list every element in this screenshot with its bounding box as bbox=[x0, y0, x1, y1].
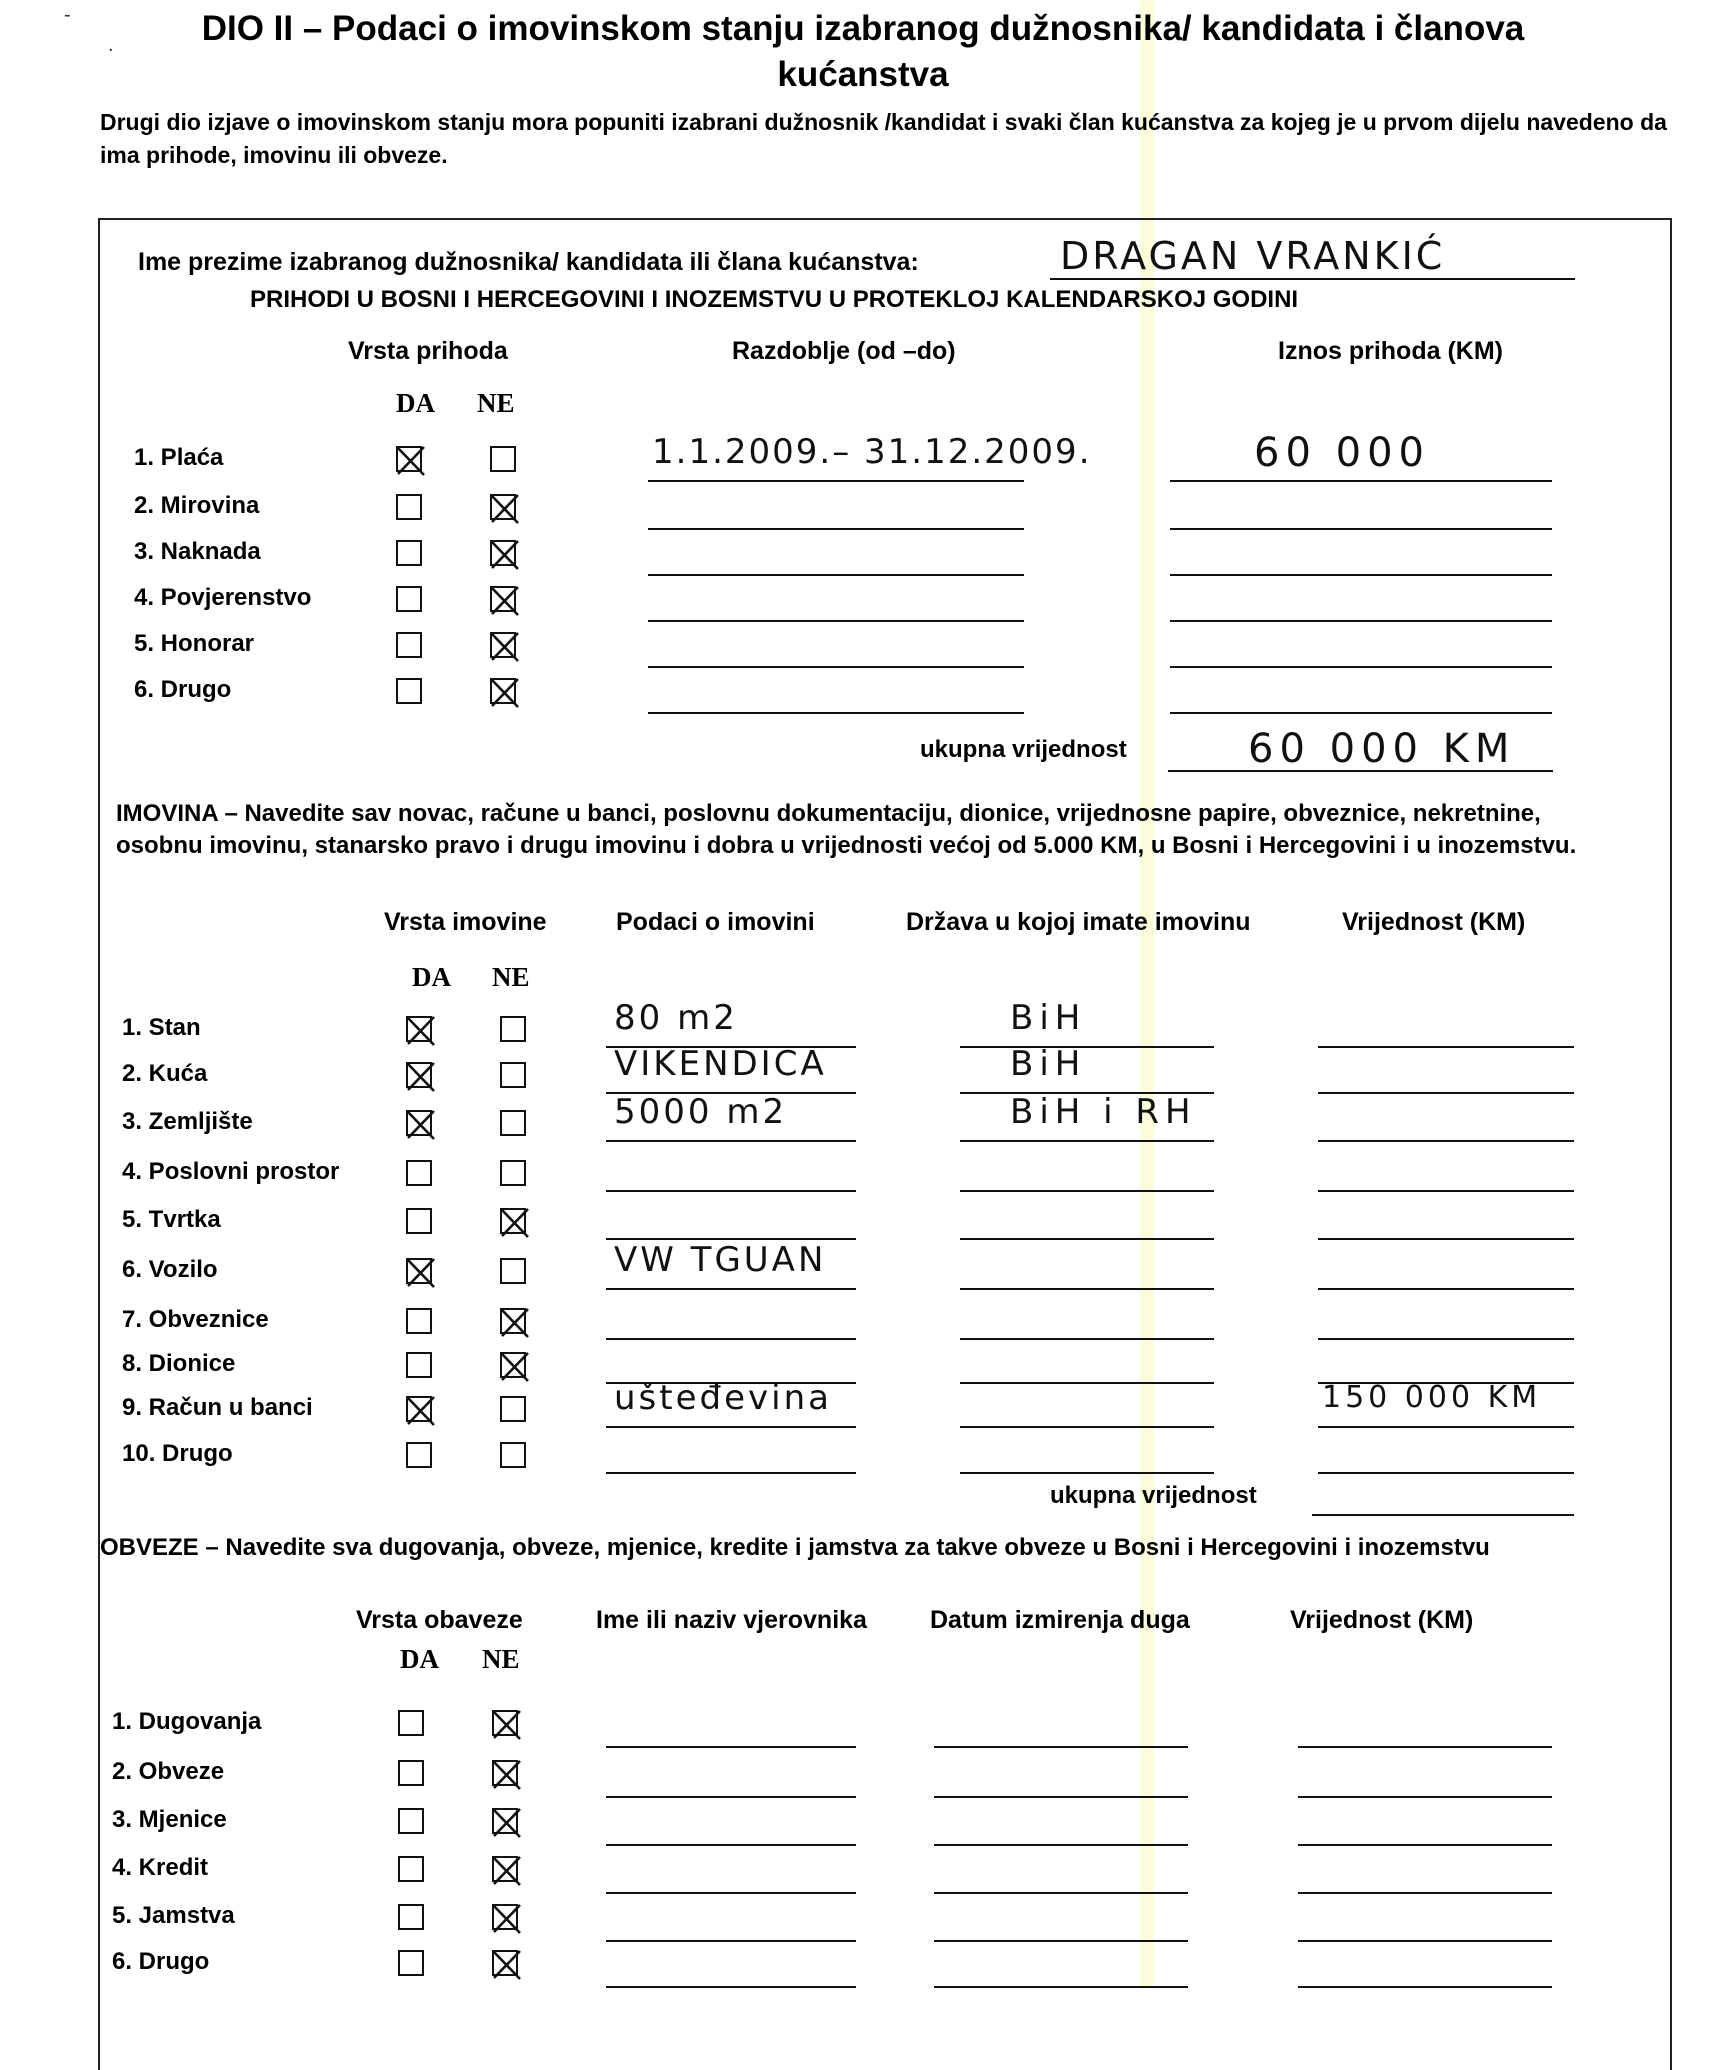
obligation-row-label: 3. Mjenice bbox=[112, 1806, 227, 1833]
income-period-line bbox=[648, 620, 1024, 622]
check-mark-icon bbox=[499, 1351, 531, 1383]
obligation-value-line bbox=[1298, 1892, 1552, 1894]
asset-country-line bbox=[960, 1190, 1214, 1192]
check-mark-icon bbox=[491, 1949, 523, 1981]
income-heading: PRIHODI U BOSNI I HERCEGOVINI I INOZEMSTVU U PROTEKLOJ KALENDARSKOJ GODINI bbox=[250, 286, 1299, 313]
obligation-value-line bbox=[1298, 1746, 1552, 1748]
asset-value-line bbox=[1318, 1338, 1574, 1340]
income-total-line bbox=[1168, 770, 1553, 772]
income-period-line bbox=[648, 528, 1024, 530]
asset-country-line bbox=[960, 1140, 1214, 1142]
income-row-label: 3. Naknada bbox=[134, 538, 261, 565]
asset-country-line bbox=[960, 1046, 1214, 1048]
person-name-value[interactable]: DRAGAN VRANKIĆ bbox=[1060, 234, 1446, 278]
asset-value-line bbox=[1318, 1288, 1574, 1290]
asset-no-checkbox[interactable] bbox=[500, 1062, 526, 1088]
obligation-no-checkbox[interactable] bbox=[492, 1904, 518, 1930]
obligations-col-date: Datum izmirenja duga bbox=[930, 1606, 1190, 1634]
obligation-yes-checkbox[interactable] bbox=[398, 1760, 424, 1786]
asset-country-line bbox=[960, 1338, 1214, 1340]
income-amount-line bbox=[1170, 620, 1552, 622]
asset-value-line bbox=[1318, 1140, 1574, 1142]
income-no-checkbox[interactable] bbox=[490, 632, 516, 658]
obligation-no-checkbox[interactable] bbox=[492, 1760, 518, 1786]
assets-heading: IMOVINA – Navedite sav novac, račune u banci, poslovnu dokumentaciju, dionice, vrijednosne papire, obveznice, nekretnine, osobnu imovinu, stanarsko pravo i drugu imovinu i dobra u vrijednosti većoj od 5.000 KM, u Bosni i Hercegovini i u inozemstvu. bbox=[116, 800, 1577, 859]
asset-value-line bbox=[1318, 1190, 1574, 1192]
asset-row-label: 10. Drugo bbox=[122, 1440, 233, 1467]
assets-total-line bbox=[1312, 1514, 1574, 1516]
obligation-date-line bbox=[934, 1746, 1188, 1748]
assets-col-value: Vrijednost (KM) bbox=[1342, 908, 1526, 936]
income-amount-line bbox=[1170, 574, 1552, 576]
income-total-value[interactable]: 60 000 KM bbox=[1248, 726, 1516, 772]
asset-country-value[interactable]: BiH i RH bbox=[1010, 1092, 1197, 1132]
obligation-no-checkbox[interactable] bbox=[492, 1950, 518, 1976]
obligation-creditor-line bbox=[606, 1746, 856, 1748]
asset-country-line bbox=[960, 1426, 1214, 1428]
check-mark-icon bbox=[489, 493, 521, 525]
check-mark-icon bbox=[405, 1109, 437, 1141]
obligation-yes-checkbox[interactable] bbox=[398, 1808, 424, 1834]
check-mark-icon bbox=[499, 1307, 531, 1339]
income-no-checkbox[interactable] bbox=[490, 540, 516, 566]
obligation-creditor-line bbox=[606, 1796, 856, 1798]
asset-row-label: 9. Račun u banci bbox=[122, 1394, 313, 1421]
asset-no-checkbox[interactable] bbox=[500, 1258, 526, 1284]
check-mark-icon bbox=[491, 1903, 523, 1935]
asset-no-checkbox[interactable] bbox=[500, 1160, 526, 1186]
asset-no-checkbox[interactable] bbox=[500, 1352, 526, 1378]
asset-no-checkbox[interactable] bbox=[500, 1442, 526, 1468]
asset-data-line bbox=[606, 1338, 856, 1340]
income-row-label: 5. Honorar bbox=[134, 630, 255, 657]
obligation-row-label: 6. Drugo bbox=[112, 1948, 210, 1975]
asset-row-label: 6. Vozilo bbox=[122, 1256, 218, 1283]
asset-data-value[interactable]: VW TGUAN bbox=[614, 1240, 827, 1280]
asset-yes-checkbox[interactable] bbox=[406, 1442, 432, 1468]
check-mark-icon bbox=[405, 1015, 437, 1047]
income-amount-line bbox=[1170, 666, 1552, 668]
income-period-line bbox=[648, 666, 1024, 668]
asset-row-label: 8. Dionice bbox=[122, 1350, 236, 1377]
asset-country-value[interactable]: BiH bbox=[1010, 1044, 1087, 1084]
asset-data-line bbox=[606, 1140, 856, 1142]
asset-data-value[interactable]: VIKENDICA bbox=[614, 1044, 827, 1084]
asset-value-line bbox=[1318, 1426, 1574, 1428]
income-period-line bbox=[648, 712, 1024, 714]
asset-country-line bbox=[960, 1382, 1214, 1384]
income-col-amount: Iznos prihoda (KM) bbox=[1278, 337, 1503, 365]
income-no-checkbox[interactable] bbox=[490, 446, 516, 472]
obligation-value-line bbox=[1298, 1796, 1552, 1798]
asset-yes-checkbox[interactable] bbox=[406, 1258, 432, 1284]
intro-text: Drugi dio izjave o imovinskom stanju mora popuniti izabrani dužnosnik /kandidat i svaki član kućanstva za kojeg je u prvom dijelu navedeno da ima prihode, imovinu ili obveze. bbox=[100, 109, 1667, 168]
asset-data-value[interactable]: 5000 m2 bbox=[614, 1092, 788, 1132]
asset-yes-checkbox[interactable] bbox=[406, 1352, 432, 1378]
income-row-label: 1. Plaća bbox=[134, 444, 224, 471]
obligation-no-checkbox[interactable] bbox=[492, 1856, 518, 1882]
income-no-checkbox[interactable] bbox=[490, 494, 516, 520]
check-mark-icon bbox=[405, 1061, 437, 1093]
asset-data-line bbox=[606, 1190, 856, 1192]
obligation-value-line bbox=[1298, 1844, 1552, 1846]
asset-no-checkbox[interactable] bbox=[500, 1016, 526, 1042]
check-mark-icon bbox=[489, 631, 521, 663]
obligations-heading: OBVEZE – Navedite sva dugovanja, obveze, mjenice, kredite i jamstva za takve obveze u Bosni i Hercegovini i inozemstvu bbox=[100, 1534, 1490, 1561]
check-mark-icon bbox=[489, 539, 521, 571]
asset-no-checkbox[interactable] bbox=[500, 1110, 526, 1136]
asset-row-label: 2. Kuća bbox=[122, 1060, 208, 1087]
asset-data-value[interactable]: ušteđevina bbox=[614, 1378, 832, 1418]
obligations-col-creditor: Ime ili naziv vjerovnika bbox=[596, 1606, 867, 1634]
obligations-yes-header: DA bbox=[400, 1644, 439, 1674]
asset-no-checkbox[interactable] bbox=[500, 1208, 526, 1234]
income-yes-checkbox[interactable] bbox=[396, 632, 422, 658]
income-period-line bbox=[648, 480, 1024, 482]
obligations-no-header: NE bbox=[482, 1644, 520, 1674]
check-mark-icon bbox=[491, 1759, 523, 1791]
obligation-no-checkbox[interactable] bbox=[492, 1808, 518, 1834]
asset-yes-checkbox[interactable] bbox=[406, 1160, 432, 1186]
asset-data-line bbox=[606, 1472, 856, 1474]
obligation-row-label: 2. Obveze bbox=[112, 1758, 225, 1785]
assets-total-label: ukupna vrijednost bbox=[1050, 1482, 1257, 1509]
asset-row-label: 4. Poslovni prostor bbox=[122, 1158, 340, 1185]
obligation-creditor-line bbox=[606, 1844, 856, 1846]
income-total-label: ukupna vrijednost bbox=[920, 736, 1127, 763]
check-mark-icon bbox=[491, 1709, 523, 1741]
person-name-label: Ime prezime izabranog dužnosnika/ kandidata ili člana kućanstva: bbox=[138, 248, 919, 276]
obligation-creditor-line bbox=[606, 1940, 856, 1942]
scan-speck: . bbox=[108, 34, 114, 56]
asset-row-label: 7. Obveznice bbox=[122, 1306, 269, 1333]
asset-country-line bbox=[960, 1238, 1214, 1240]
income-no-header: NE bbox=[477, 388, 515, 418]
income-row-label: 6. Drugo bbox=[134, 676, 232, 703]
obligation-date-line bbox=[934, 1986, 1188, 1988]
asset-yes-checkbox[interactable] bbox=[406, 1208, 432, 1234]
form-frame bbox=[98, 218, 1672, 2070]
asset-country-line bbox=[960, 1288, 1214, 1290]
income-yes-checkbox[interactable] bbox=[396, 586, 422, 612]
asset-row-label: 1. Stan bbox=[122, 1014, 201, 1041]
check-mark-icon bbox=[491, 1807, 523, 1839]
assets-col-type: Vrsta imovine bbox=[384, 908, 547, 936]
obligations-col-value: Vrijednost (KM) bbox=[1290, 1606, 1474, 1634]
income-no-checkbox[interactable] bbox=[490, 678, 516, 704]
asset-data-line bbox=[606, 1426, 856, 1428]
income-amount-line bbox=[1170, 712, 1552, 714]
person-name-line bbox=[1050, 278, 1575, 280]
income-yes-checkbox[interactable] bbox=[396, 678, 422, 704]
asset-country-line bbox=[960, 1472, 1214, 1474]
obligation-value-line bbox=[1298, 1940, 1552, 1942]
obligation-no-checkbox[interactable] bbox=[492, 1710, 518, 1736]
assets-no-header: NE bbox=[492, 962, 530, 992]
obligation-date-line bbox=[934, 1892, 1188, 1894]
asset-yes-checkbox[interactable] bbox=[406, 1308, 432, 1334]
scan-speck: - bbox=[64, 4, 71, 26]
asset-value-line bbox=[1318, 1238, 1574, 1240]
asset-value-line bbox=[1318, 1092, 1574, 1094]
asset-row-label: 3. Zemljište bbox=[122, 1108, 253, 1135]
obligation-date-line bbox=[934, 1796, 1188, 1798]
asset-value-line bbox=[1318, 1472, 1574, 1474]
asset-no-checkbox[interactable] bbox=[500, 1396, 526, 1422]
obligation-date-line bbox=[934, 1940, 1188, 1942]
check-mark-icon bbox=[489, 677, 521, 709]
assets-yes-header: DA bbox=[412, 962, 451, 992]
asset-value-value[interactable]: 150 000 KM bbox=[1322, 1380, 1542, 1415]
asset-no-checkbox[interactable] bbox=[500, 1308, 526, 1334]
asset-data-line bbox=[606, 1288, 856, 1290]
income-yes-checkbox[interactable] bbox=[396, 494, 422, 520]
income-period-line bbox=[648, 574, 1024, 576]
obligation-yes-checkbox[interactable] bbox=[398, 1950, 424, 1976]
asset-value-line bbox=[1318, 1046, 1574, 1048]
check-mark-icon bbox=[405, 1395, 437, 1427]
asset-data-value[interactable]: 80 m2 bbox=[614, 998, 738, 1038]
check-mark-icon bbox=[489, 585, 521, 617]
income-yes-header: DA bbox=[396, 388, 435, 418]
asset-row-label: 5. Tvrtka bbox=[122, 1206, 221, 1233]
check-mark-icon bbox=[491, 1855, 523, 1887]
income-yes-checkbox[interactable] bbox=[396, 540, 422, 566]
asset-yes-checkbox[interactable] bbox=[406, 1062, 432, 1088]
income-col-period: Razdoblje (od –do) bbox=[732, 337, 956, 365]
income-period-value[interactable]: 1.1.2009.– 31.12.2009. bbox=[652, 432, 1092, 472]
check-mark-icon bbox=[405, 1257, 437, 1289]
obligation-row-label: 5. Jamstva bbox=[112, 1902, 235, 1929]
obligation-row-label: 1. Dugovanja bbox=[112, 1708, 262, 1735]
assets-col-country: Država u kojoj imate imovinu bbox=[906, 908, 1251, 936]
asset-yes-checkbox[interactable] bbox=[406, 1016, 432, 1042]
income-row-label: 4. Povjerenstvo bbox=[134, 584, 312, 611]
obligation-yes-checkbox[interactable] bbox=[398, 1904, 424, 1930]
obligation-value-line bbox=[1298, 1986, 1552, 1988]
asset-yes-checkbox[interactable] bbox=[406, 1110, 432, 1136]
obligation-row-label: 4. Kredit bbox=[112, 1854, 209, 1881]
income-amount-line bbox=[1170, 528, 1552, 530]
page-title-continued: kućanstva bbox=[777, 55, 949, 94]
income-amount-value[interactable]: 60 000 bbox=[1254, 430, 1430, 476]
income-yes-checkbox[interactable] bbox=[396, 446, 422, 472]
assets-col-data: Podaci o imovini bbox=[616, 908, 815, 936]
income-col-type: Vrsta prihoda bbox=[348, 337, 508, 365]
check-mark-icon bbox=[499, 1207, 531, 1239]
obligation-date-line bbox=[934, 1844, 1188, 1846]
obligation-yes-checkbox[interactable] bbox=[398, 1856, 424, 1882]
obligation-yes-checkbox[interactable] bbox=[398, 1710, 424, 1736]
page-title: DIO II – Podaci o imovinskom stanju izabranog dužnosnika/ kandidata i članova bbox=[201, 9, 1525, 48]
asset-country-value[interactable]: BiH bbox=[1010, 998, 1087, 1038]
obligation-creditor-line bbox=[606, 1892, 856, 1894]
obligation-creditor-line bbox=[606, 1986, 856, 1988]
check-mark-icon bbox=[395, 445, 427, 477]
income-no-checkbox[interactable] bbox=[490, 586, 516, 612]
asset-yes-checkbox[interactable] bbox=[406, 1396, 432, 1422]
obligations-col-type: Vrsta obaveze bbox=[356, 1606, 523, 1634]
income-amount-line bbox=[1170, 480, 1552, 482]
income-row-label: 2. Mirovina bbox=[134, 492, 260, 519]
